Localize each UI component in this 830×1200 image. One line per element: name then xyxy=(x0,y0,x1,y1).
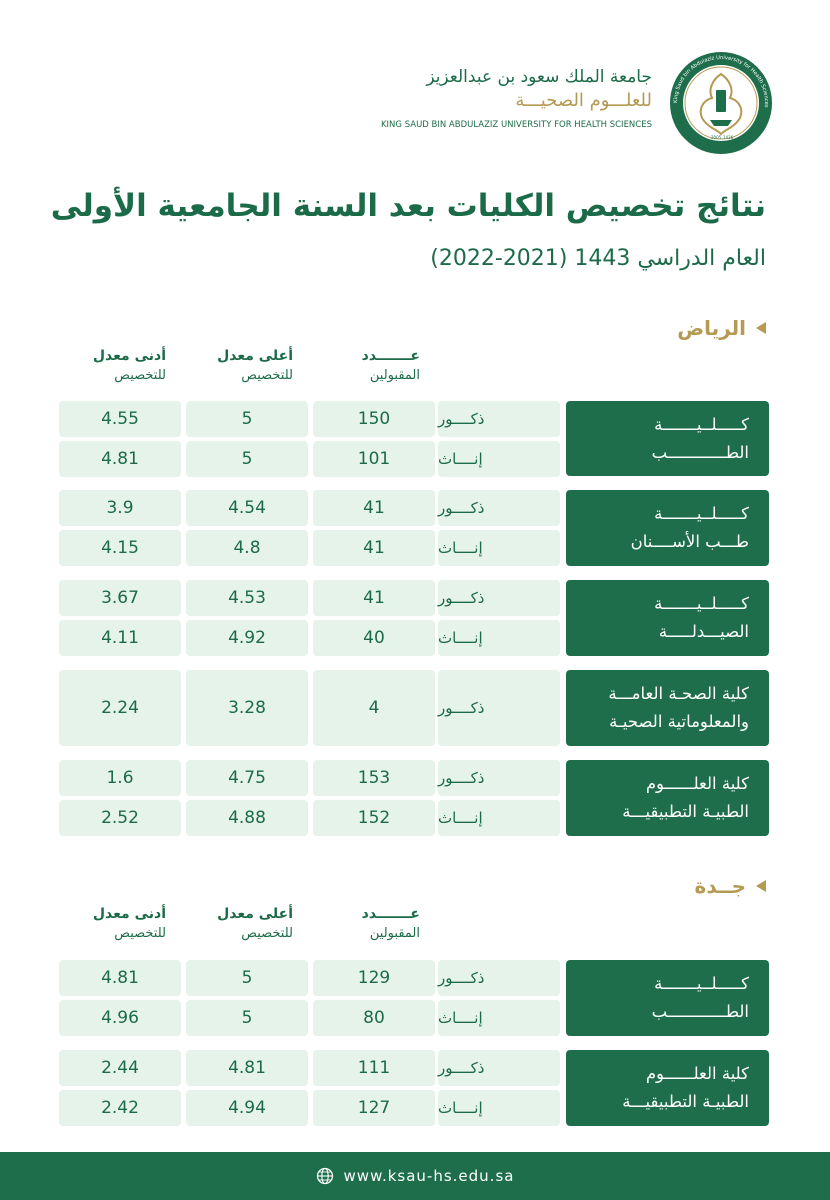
accepted-cell: 101 xyxy=(313,441,435,477)
footer xyxy=(0,1152,830,1200)
accepted-cell: 41 xyxy=(313,490,435,526)
college-medicine-riyadh xyxy=(566,401,769,476)
college-name-line1: كـــــلــيـــــــة xyxy=(654,414,749,434)
triangle-left-icon xyxy=(756,322,766,334)
col-header-max xyxy=(217,346,293,386)
triangle-left-icon xyxy=(756,880,766,892)
academic-year: العام الدراسي 1443 (2021-2022) xyxy=(430,246,766,271)
accepted-cell: 40 xyxy=(313,620,435,656)
max-gpa-cell: 3.28 xyxy=(186,670,308,746)
accepted-cell: 150 xyxy=(313,401,435,437)
gender-cell: ذكــــور xyxy=(438,490,560,526)
min-gpa-cell: 2.44 xyxy=(59,1050,181,1086)
gender-cell: إنــــاث xyxy=(438,620,560,656)
max-gpa-cell: 5 xyxy=(186,401,308,437)
city-heading-jeddah xyxy=(695,874,766,898)
university-name-ar-line1: جامعة الملك سعود بن عبدالعزيز xyxy=(426,67,652,87)
university-name-en: KING SAUD BIN ABDULAZIZ UNIVERSITY FOR HEALTH SCIENCES xyxy=(380,120,652,130)
globe-icon xyxy=(316,1167,334,1185)
col-header-line1: أعلى معدل xyxy=(217,348,293,364)
gender-cell: ذكــــور xyxy=(438,670,560,746)
city-heading-riyadh xyxy=(677,316,766,340)
college-name-line1: كلية العلــــــوم xyxy=(645,774,749,793)
max-gpa-cell: 5 xyxy=(186,441,308,477)
gender-cell: ذكــــور xyxy=(438,1050,560,1086)
gender-cell: ذكــــور xyxy=(438,401,560,437)
col-header-line1: أدنى معدل xyxy=(92,906,166,922)
max-gpa-cell: 4.81 xyxy=(186,1050,308,1086)
max-gpa-cell: 4.8 xyxy=(186,530,308,566)
city-name: جــدة xyxy=(694,874,746,898)
header xyxy=(54,50,774,154)
gender-cell: إنــــاث xyxy=(438,441,560,477)
gender-cell: إنــــاث xyxy=(438,800,560,836)
min-gpa-cell: 1.6 xyxy=(59,760,181,796)
college-public-health-riyadh xyxy=(566,670,769,746)
gender-cell: ذكــــور xyxy=(438,760,560,796)
accepted-cell: 127 xyxy=(313,1090,435,1126)
max-gpa-cell: 4.92 xyxy=(186,620,308,656)
col-header-min xyxy=(93,904,166,944)
college-applied-medical-riyadh xyxy=(566,760,769,836)
college-name-line2: الطبيـة التطبيقيـــة xyxy=(622,802,749,821)
city-name: الرياض xyxy=(677,316,746,340)
gender-cell: إنــــاث xyxy=(438,1000,560,1036)
college-name-line2: الصيـــدلـــــة xyxy=(658,622,749,641)
college-name-line2: الطبيـة التطبيقيـــة xyxy=(622,1092,749,1111)
col-header-line2: للتخصيص xyxy=(241,926,293,941)
min-gpa-cell: 4.15 xyxy=(59,530,181,566)
min-gpa-cell: 4.11 xyxy=(59,620,181,656)
col-header-max xyxy=(217,904,293,944)
page-title: نتائج تخصيص الكليات بعد السنة الجامعية الأولى xyxy=(50,188,766,224)
college-name-line1: كلية العلــــــوم xyxy=(645,1064,749,1083)
min-gpa-cell: 2.52 xyxy=(59,800,181,836)
gender-cell: ذكــــور xyxy=(438,580,560,616)
gender-cell: إنــــاث xyxy=(438,1090,560,1126)
college-name-line2: والمعلوماتية الصحيـة xyxy=(609,712,749,731)
college-name-line1: كـــــلــيـــــــة xyxy=(654,974,749,993)
accepted-cell: 129 xyxy=(313,960,435,996)
min-gpa-cell: 2.42 xyxy=(59,1090,181,1126)
col-header-line1: أدنى معدل xyxy=(92,348,166,364)
accepted-cell: 4 xyxy=(313,670,435,746)
max-gpa-cell: 5 xyxy=(186,1000,308,1036)
logo-ring-text: King Saud bin Abdulaziz University for Health Sciences xyxy=(672,54,770,108)
col-header-line2: للتخصيص xyxy=(114,926,166,941)
college-name-line1: كـــــلــيـــــــة xyxy=(654,504,749,523)
college-pharmacy-riyadh xyxy=(566,580,769,656)
max-gpa-cell: 5 xyxy=(186,960,308,996)
max-gpa-cell: 4.54 xyxy=(186,490,308,526)
col-header-accepted xyxy=(362,346,420,386)
col-header-line2: للتخصيص xyxy=(114,368,166,383)
col-header-accepted xyxy=(362,904,420,944)
max-gpa-cell: 4.53 xyxy=(186,580,308,616)
college-applied-medical-jeddah xyxy=(566,1050,769,1126)
min-gpa-cell: 3.9 xyxy=(59,490,181,526)
col-header-line2: للتخصيص xyxy=(241,368,293,383)
college-medicine-jeddah xyxy=(566,960,769,1036)
col-header-min xyxy=(93,346,166,386)
university-name xyxy=(381,66,652,130)
college-name-line1: كلية الصحـة العامـــة xyxy=(608,684,749,703)
accepted-cell: 41 xyxy=(313,530,435,566)
university-logo xyxy=(668,50,774,156)
accepted-cell: 80 xyxy=(313,1000,435,1036)
min-gpa-cell: 4.81 xyxy=(59,441,181,477)
college-dentistry-riyadh xyxy=(566,490,769,566)
max-gpa-cell: 4.88 xyxy=(186,800,308,836)
accepted-cell: 41 xyxy=(313,580,435,616)
accepted-cell: 153 xyxy=(313,760,435,796)
logo-year-2: 1426 xyxy=(723,135,734,140)
accepted-cell: 111 xyxy=(313,1050,435,1086)
min-gpa-cell: 4.96 xyxy=(59,1000,181,1036)
college-name-line2: طـــب الأســــنان xyxy=(630,532,749,551)
website-link[interactable]: www.ksau-hs.edu.sa xyxy=(343,1167,515,1185)
college-name-line2: الطــــــــــــب xyxy=(651,442,749,462)
min-gpa-cell: 4.55 xyxy=(59,401,181,437)
col-header-line1: عـــــــدد xyxy=(361,906,420,922)
accepted-cell: 152 xyxy=(313,800,435,836)
min-gpa-cell: 2.24 xyxy=(59,670,181,746)
logo-year-1: 2005 xyxy=(711,135,722,140)
col-header-line2: المقبولين xyxy=(369,368,420,383)
university-name-ar-line2: للعلـــوم الصحيـــة xyxy=(515,90,652,111)
col-header-line1: عـــــــدد xyxy=(361,348,420,364)
max-gpa-cell: 4.75 xyxy=(186,760,308,796)
college-name-line2: الطــــــــــــب xyxy=(651,1002,749,1021)
gender-cell: ذكــــور xyxy=(438,960,560,996)
gender-cell: إنــــاث xyxy=(438,530,560,566)
college-name-line1: كـــــلــيـــــــة xyxy=(654,594,749,613)
col-header-line2: المقبولين xyxy=(369,926,420,941)
col-header-line1: أعلى معدل xyxy=(217,906,293,922)
min-gpa-cell: 3.67 xyxy=(59,580,181,616)
max-gpa-cell: 4.94 xyxy=(186,1090,308,1126)
min-gpa-cell: 4.81 xyxy=(59,960,181,996)
